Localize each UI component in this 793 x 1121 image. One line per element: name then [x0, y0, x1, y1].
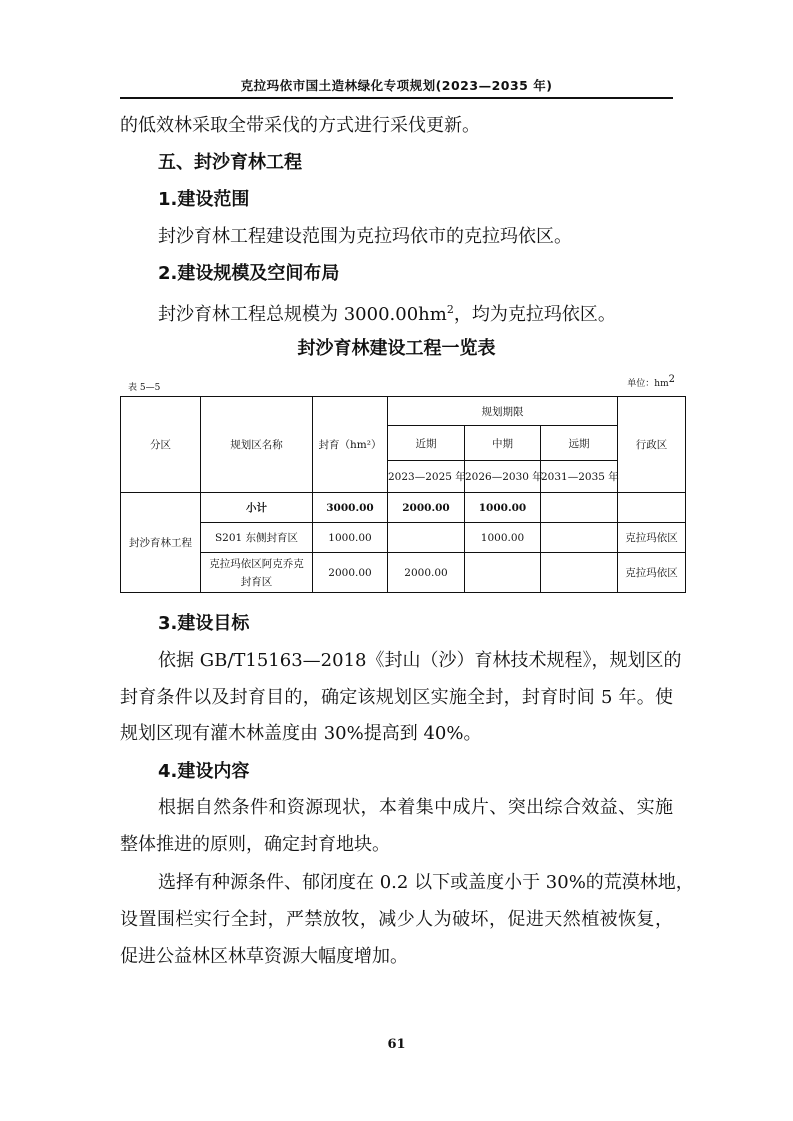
cell-near	[388, 523, 465, 553]
cell-name	[201, 553, 313, 593]
section-heading: 五、封沙育林工程	[158, 152, 302, 173]
sub2-text-b: ，均为克拉玛依区。	[453, 304, 616, 325]
group-cell: 封沙育林工程	[121, 493, 201, 593]
table-header-row	[121, 397, 686, 426]
sub3-line1: 依据 GB/T15163—2018《封山（沙）育林技术规程》，规划区的	[158, 650, 682, 671]
cell-admin: 克拉玛依区	[618, 553, 686, 593]
cell-enclosure: 2000.00	[313, 553, 388, 593]
cell-near: 2000.00	[388, 493, 465, 523]
th-period-group: 规划期限	[388, 397, 618, 426]
sub4-p2-line3: 促进公益林区林草资源大幅度增加。	[120, 946, 408, 967]
th-area-name: 规划区名称	[201, 397, 313, 493]
sub4-p2-line1: 选择有种源条件、郁闭度在 0.2 以下或盖度小于 30%的荒漠林地，	[158, 872, 694, 893]
sub3-heading: 3.建设目标	[158, 613, 250, 634]
table-unit-sup: 2	[668, 374, 675, 385]
th-district: 分区	[121, 397, 201, 493]
sub4-p2-line2: 设置围栏实行全封，严禁放牧，减少人为破坏，促进天然植被恢复，	[120, 909, 673, 930]
th-admin: 行政区	[618, 397, 686, 493]
page-number: 61	[387, 1037, 406, 1052]
table-row	[121, 523, 686, 553]
th-enclosure: 封育（hm²）	[313, 397, 388, 493]
sub2-heading: 2.建设规模及空间布局	[158, 263, 340, 284]
continuation-text: 的低效林采取全带采伐的方式进行采伐更新。	[120, 115, 480, 136]
th-far: 远期	[541, 426, 618, 461]
table-title: 封沙育林建设工程一览表	[297, 338, 496, 359]
cell-near: 2000.00	[388, 553, 465, 593]
planning-table	[120, 396, 686, 593]
cell-admin	[618, 493, 686, 523]
cell-mid: 1000.00	[465, 493, 541, 523]
cell-far	[541, 493, 618, 523]
sub2-text-sup: 2	[446, 303, 454, 316]
cell-admin: 克拉玛依区	[618, 523, 686, 553]
sub4-heading: 4.建设内容	[158, 761, 250, 782]
sub3-line2: 封育条件以及封育目的，确定该规划区实施全封，封育时间 5 年。使	[120, 687, 673, 708]
cell-enclosure: 1000.00	[313, 523, 388, 553]
cell-name: S201 东侧封育区	[201, 523, 313, 553]
cell-enclosure: 3000.00	[313, 493, 388, 523]
sub3-line3: 规划区现有灌木林盖度由 30%提高到 40%。	[120, 723, 482, 744]
sub1-heading: 1.建设范围	[158, 189, 250, 210]
table-id: 表 5—5	[128, 383, 161, 393]
th-mid: 中期	[465, 426, 541, 461]
th-near-years: 2023—2025 年	[388, 461, 465, 493]
cell-far	[541, 523, 618, 553]
th-near: 近期	[388, 426, 465, 461]
sub4-p1-line2: 整体推进的原则，确定封育地块。	[120, 834, 390, 855]
sub1-text: 封沙育林工程建设范围为克拉玛依市的克拉玛依区。	[158, 226, 572, 247]
header-rule	[120, 97, 673, 99]
cell-mid: 1000.00	[465, 523, 541, 553]
table-unit-label: 单位：hm	[627, 379, 669, 389]
cell-name-line1: 克拉玛依区阿克乔克	[209, 557, 304, 570]
sub4-p1-line1: 根据自然条件和资源现状，本着集中成片、突出综合效益、实施	[158, 797, 673, 818]
cell-name-line2: 封育区	[240, 575, 273, 588]
table-row	[121, 553, 686, 593]
table-unit	[627, 374, 675, 389]
sub2-text	[120, 298, 673, 327]
cell-far	[541, 553, 618, 593]
cell-mid	[465, 553, 541, 593]
th-far-years: 2031—2035 年	[541, 461, 618, 493]
header-title: 克拉玛依市国土造林绿化专项规划(2023—2035 年)	[240, 78, 553, 93]
sub2-text-a: 封沙育林工程总规模为 3000.00hm	[158, 304, 447, 325]
cell-name: 小计	[201, 493, 313, 523]
table-row	[121, 493, 686, 523]
th-mid-years: 2026—2030 年	[465, 461, 541, 493]
